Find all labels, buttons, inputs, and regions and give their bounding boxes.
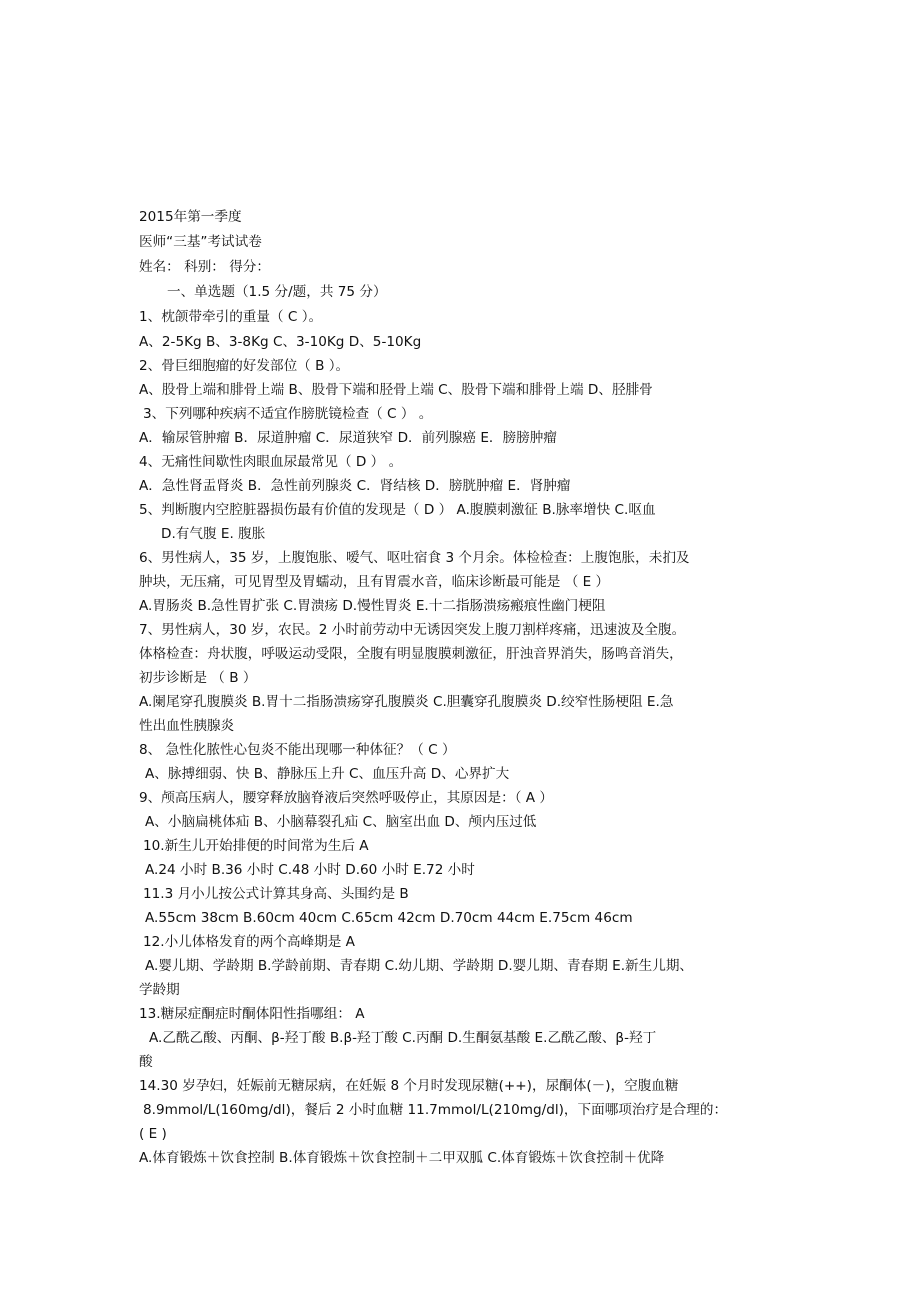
question-8: 8、 急性化脓性心包炎不能出现哪一种体征？（ C ） [139,742,456,758]
question-7-line-2: 体格检查：舟状腹，呼吸运动受限，全腹有明显腹膜刺激征，肝浊音界消失，肠鸣音消失， [139,646,683,662]
question-5: 5、判断腹内空腔脏器损伤最有价值的发现是（ D ） A.腹膜刺激征 B.脉率增快 C.呕血 [139,502,656,518]
question-3-options: A．输尿管肿瘤 B．尿道肿瘤 C．尿道狭窄 D．前列腺癌 E．膀膀肿瘤 [139,430,557,446]
question-6-line-2: 肿块，无压痛，可见胃型及胃蠕动，且有胃震水音，临床诊断最可能是 （ E ） [139,574,610,590]
question-11: 11.3 月小儿按公式计算其身高、头围约是 B [143,886,409,902]
question-2: 2、骨巨细胞瘤的好发部位（ B ）。 [139,358,350,374]
question-1-options: A、2-5Kg B、3-8Kg C、3-10Kg D、5-10Kg [139,334,422,350]
question-7-line-1: 7、男性病人，30 岁，农民。2 小时前劳动中无诱因突发上腹刀割样疼痛，迅速波及全腹。 [139,622,686,638]
question-3: 3、下列哪种疾病不适宜作膀胱镜检查（ C ） 。 [143,406,433,422]
section-heading: 一、单选题（1.5 分/题，共 75 分） [167,284,387,300]
question-9: 9、颅高压病人，腰穿释放脑脊液后突然呼吸停止，其原因是：（ A ） [139,790,554,806]
question-12-options-cont: 学龄期 [139,982,180,998]
question-6-line-1: 6、男性病人，35 岁，上腹饱胀、嗳气、呕吐宿食 3 个月余。体检检查：上腹饱胀，未扪及 [139,550,690,566]
question-1: 1、枕颌带牵引的重量（ C ）。 [139,309,323,325]
question-8-options: A、脉搏细弱、快 B、静脉压上升 C、血压升高 D、心界扩大 [145,766,510,782]
question-5-options-cont: D.有气腹 E. 腹胀 [161,526,266,542]
question-7-options: A.阑尾穿孔腹膜炎 B.胃十二指肠溃疡穿孔腹膜炎 C.胆囊穿孔腹膜炎 D.绞窄性肠梗阻 E.急 [139,694,674,710]
question-4-options: A．急性肾盂肾炎 B．急性前列腺炎 C．肾结核 D．膀胱肿瘤 E．肾肿瘤 [139,478,571,494]
question-12: 12.小儿体格发育的两个高峰期是 A [143,934,355,950]
question-13: 13.糖尿症酮症时酮体阳性指哪组： A [139,1006,365,1022]
question-9-options: A、小脑扁桃体疝 B、小脑幕裂孔疝 C、脑室出血 D、颅内压过低 [145,814,537,830]
question-13-options-cont: 酸 [139,1054,153,1070]
question-7-options-cont: 性出血性胰腺炎 [139,718,235,734]
question-4: 4、无痛性间歇性肉眼血尿最常见（ D ） 。 [139,454,403,470]
question-14-line-1: 14.30 岁孕妇，妊娠前无糖尿病，在妊娠 8 个月时发现尿糖(++)，尿酮体(－)，空腹血糖 [139,1078,679,1094]
question-13-options: A.乙酰乙酸、丙酮、β-羟丁酸 B.β-羟丁酸 C.丙酮 D.生酮氨基酸 E.乙酰乙酸、β-羟丁 [149,1030,657,1046]
question-6-options: A.胃肠炎 B.急性胃扩张 C.胃溃疡 D.慢性胃炎 E.十二指肠溃疡瘢痕性幽门梗阻 [139,598,606,614]
question-11-options: A.55cm 38cm B.60cm 40cm C.65cm 42cm D.70cm 44cm E.75cm 46cm [145,910,633,926]
exam-title: 医师“三基”考试试卷 [139,234,262,250]
question-14-answer: ( E ) [139,1126,167,1142]
question-7-line-3: 初步诊断是 （ B ） [139,670,257,686]
question-14-options: A.体育锻炼＋饮食控制 B.体育锻炼＋饮食控制＋二甲双胍 C.体育锻炼＋饮食控制＋优降 [139,1150,665,1166]
name-dept-score-fields: 姓名： 科别： 得分： [139,259,270,275]
question-14-line-2: 8.9mmol/L(160mg/dl)，餐后 2 小时血糖 11.7mmol/L(210mg/dl)，下面哪项治疗是合理的： [143,1102,728,1118]
question-10: 10.新生儿开始排便的时间常为生后 A [143,838,369,854]
question-12-options: A.婴儿期、学龄期 B.学龄前期、青春期 C.幼儿期、学龄期 D.婴儿期、青春期 E.新生儿期、 [145,958,694,974]
question-2-options: A、股骨上端和腓骨上端 B、股骨下端和胫骨上端 C、股骨下端和腓骨上端 D、胫腓骨 [139,382,653,398]
header-year: 2015年第一季度 [139,209,242,225]
question-10-options: A.24 小时 B.36 小时 C.48 小时 D.60 小时 E.72 小时 [145,862,475,878]
